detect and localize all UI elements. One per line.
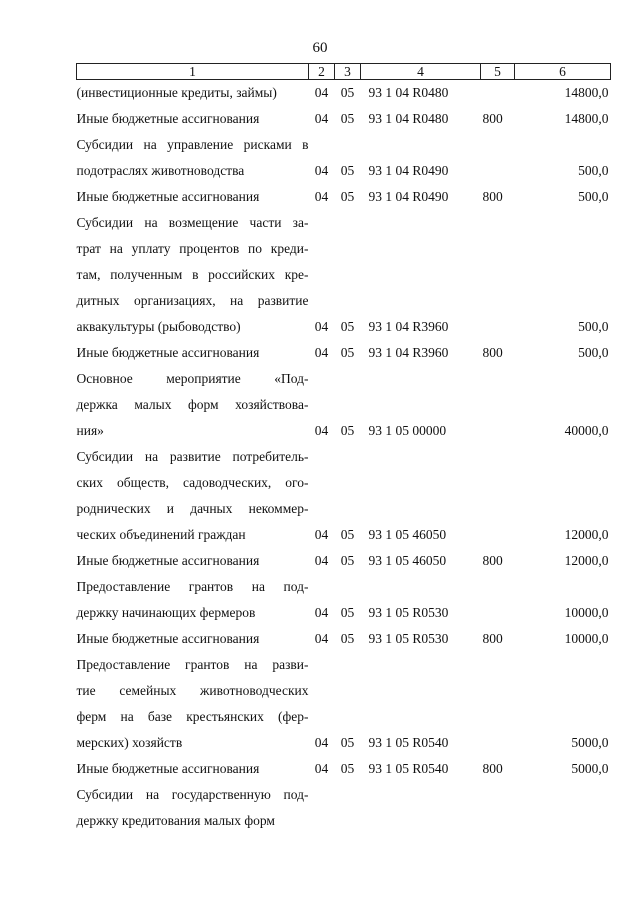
description-line: Предоставление грантов на под- [76,579,309,594]
subsection-code: 05 [340,189,355,204]
section-code: 04 [314,527,329,542]
table-row [77,340,611,366]
target-article-code: 93 1 04 R3960 [368,319,449,334]
description-line: ческих объединений граждан [76,527,246,542]
amount [515,782,611,834]
section-code: 04 [314,631,329,646]
description-line: Иные бюджетные ассигнования [76,761,260,776]
section-code: 04 [314,605,329,620]
target-article-code: 93 1 04 R0490 [368,163,449,178]
table-row [77,548,611,574]
row-description [77,626,309,652]
amount: 14800,0 [564,85,609,100]
target-article-code [361,782,481,834]
header-col-6: 6 [515,64,611,80]
amount: 500,0 [578,163,609,178]
target-article-code: 93 1 05 R0540 [368,761,449,776]
description-line: держка малых форм хозяйствова- [76,397,309,412]
expense-type-code: 800 [482,111,503,126]
amount: 10000,0 [564,605,609,620]
amount: 500,0 [578,319,609,334]
amount: 12000,0 [564,527,609,542]
description-line: роднических и дачных некоммер- [76,501,309,516]
expense-type-code: 800 [482,189,503,204]
subsection-code: 05 [340,111,355,126]
amount: 12000,0 [564,553,609,568]
section-code: 04 [314,85,329,100]
row-description [77,184,309,210]
row-description [77,756,309,782]
target-article-code: 93 1 04 R0480 [368,111,449,126]
row-description [77,444,309,548]
header-col-4: 4 [361,64,481,80]
target-article-code: 93 1 04 R0480 [368,85,449,100]
target-article-code: 93 1 05 R0540 [368,735,449,750]
description-line: (инвестиционные кредиты, займы) [76,85,277,100]
description-line: Субсидии на возмещение части за- [76,215,309,230]
target-article-code: 93 1 05 R0530 [368,631,449,646]
expense-type-code [481,80,515,107]
subsection-code: 05 [340,761,355,776]
expense-type-code [481,574,515,626]
expense-type-code: 800 [482,631,503,646]
description-line: подотраслях животноводства [76,163,245,178]
table-row [77,626,611,652]
description-line: Иные бюджетные ассигнования [76,345,260,360]
expense-type-code [481,366,515,444]
header-col-3: 3 [335,64,361,80]
target-article-code: 93 1 05 00000 [368,423,447,438]
section-code: 04 [314,189,329,204]
amount: 5000,0 [571,735,609,750]
table-row [77,574,611,626]
target-article-code: 93 1 04 R3960 [368,345,449,360]
table-row [77,444,611,548]
description-line: ферм на базе крестьянских (фер- [76,709,309,724]
row-description [77,106,309,132]
subsection-code: 05 [340,605,355,620]
description-line: Иные бюджетные ассигнования [76,553,260,568]
description-line: Субсидии на государственную под- [76,787,309,802]
header-col-2: 2 [309,64,335,80]
table-row [77,80,611,107]
subsection-code: 05 [340,163,355,178]
section-code: 04 [314,345,329,360]
row-description [77,340,309,366]
table-body [77,80,611,835]
description-line: Иные бюджетные ассигнования [76,189,260,204]
amount: 10000,0 [564,631,609,646]
row-description [77,782,309,834]
expense-type-code: 800 [482,553,503,568]
expense-type-code: 800 [482,761,503,776]
table-row [77,366,611,444]
expense-type-code [481,782,515,834]
row-description [77,132,309,184]
subsection-code: 05 [340,527,355,542]
table-row [77,756,611,782]
target-article-code: 93 1 05 46050 [368,527,447,542]
expense-type-code [481,652,515,756]
description-line: трат на уплату процентов по креди- [76,241,309,256]
amount: 14800,0 [564,111,609,126]
subsection-code: 05 [340,85,355,100]
description-line: аквакультуры (рыбоводство) [76,319,241,334]
amount: 5000,0 [571,761,609,776]
description-line: Предоставление грантов на разви- [76,657,309,672]
target-article-code: 93 1 04 R0490 [368,189,449,204]
section-code: 04 [314,735,329,750]
expense-type-code: 800 [482,345,503,360]
subsection-code: 05 [340,631,355,646]
subsection-code: 05 [340,423,355,438]
table-row [77,210,611,340]
row-description [77,210,309,340]
description-line: держку начинающих фермеров [76,605,256,620]
table-row [77,106,611,132]
table-row [77,132,611,184]
description-line: ских обществ, садоводческих, ого- [76,475,309,490]
amount: 40000,0 [564,423,609,438]
description-line: Субсидии на развитие потребитель- [76,449,309,464]
budget-table [76,63,611,834]
subsection-code: 05 [340,735,355,750]
row-description [77,366,309,444]
description-line: тие семейных животноводческих [76,683,309,698]
section-code: 04 [314,163,329,178]
description-line: Иные бюджетные ассигнования [76,111,260,126]
description-line: держку кредитования малых форм [76,813,275,828]
section-code: 04 [314,761,329,776]
subsection-code: 05 [340,345,355,360]
section-code: 04 [314,553,329,568]
table-row [77,652,611,756]
section-code: 04 [314,423,329,438]
section-code: 04 [314,111,329,126]
amount: 500,0 [578,189,609,204]
target-article-code: 93 1 05 R0530 [368,605,449,620]
subsection-code: 05 [340,319,355,334]
target-article-code: 93 1 05 46050 [368,553,447,568]
row-description [77,652,309,756]
expense-type-code [481,210,515,340]
section-code: 04 [314,319,329,334]
description-line: дитных организациях, на развитие [76,293,309,308]
page-number: 60 [312,40,328,56]
description-line: Субсидии на управление рисками в [76,137,309,152]
amount: 500,0 [578,345,609,360]
row-description [77,574,309,626]
description-line: Иные бюджетные ассигнования [76,631,260,646]
header-col-5: 5 [481,64,515,80]
header-row [77,64,611,80]
expense-type-code [481,444,515,548]
expense-type-code [481,132,515,184]
row-description [77,80,309,107]
table-row [77,782,611,834]
description-line: Основное мероприятие «Под- [76,371,309,386]
row-description [77,548,309,574]
description-line: там, полученным в российских кре- [76,267,309,282]
subsection-code: 05 [340,553,355,568]
description-line: ния» [76,423,104,438]
subsection-code [335,782,361,834]
table-row [77,184,611,210]
section-code [309,782,335,834]
header-col-1: 1 [77,64,309,80]
description-line: мерских) хозяйств [76,735,183,750]
